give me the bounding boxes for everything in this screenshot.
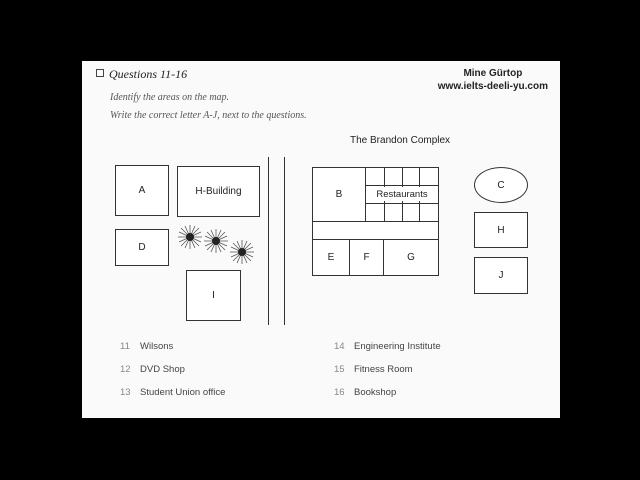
trees-icon xyxy=(176,224,262,268)
question-15 xyxy=(334,364,413,375)
complex-title: The Brandon Complex xyxy=(350,135,451,146)
question-12 xyxy=(120,364,185,375)
question-text: Fitness Room xyxy=(354,364,413,375)
question-text: Bookshop xyxy=(354,387,397,398)
map-box-b: B xyxy=(312,167,366,222)
grid-line xyxy=(365,185,439,186)
map-box-g: G xyxy=(383,239,439,276)
questions-heading xyxy=(96,67,187,82)
map-box-h-building: H-Building xyxy=(177,166,260,217)
road-line-left xyxy=(268,157,269,325)
author-credit xyxy=(438,67,548,93)
question-14 xyxy=(334,341,441,352)
question-text: DVD Shop xyxy=(140,364,185,375)
road-line-right xyxy=(284,157,285,325)
question-number: 16 xyxy=(334,387,345,398)
question-number: 11 xyxy=(120,341,130,352)
map-box-a: A xyxy=(115,165,169,216)
question-text: Student Union office xyxy=(140,387,226,398)
map-box-i: I xyxy=(186,270,241,321)
map-box-c: C xyxy=(474,167,528,203)
question-13 xyxy=(120,387,225,398)
restaurants-label: Restaurants xyxy=(366,187,438,201)
question-number: 12 xyxy=(120,364,131,375)
map-box-h: H xyxy=(474,212,528,248)
question-text: Wilsons xyxy=(140,341,174,352)
worksheet-page xyxy=(82,61,560,418)
question-number: 13 xyxy=(120,387,131,398)
map-box-e: E xyxy=(312,239,350,276)
instruction-line-1: Identify the areas on the map. xyxy=(110,92,230,103)
map-box-j: J xyxy=(474,257,528,294)
author-site: www.ielts-deeli-yu.com xyxy=(437,81,548,92)
map-box-f: F xyxy=(349,239,384,276)
question-number: 14 xyxy=(334,341,345,352)
author-name: Mine Gürtop xyxy=(463,68,523,79)
question-16 xyxy=(334,387,396,398)
question-text: Engineering Institute xyxy=(354,341,441,352)
brandon-complex xyxy=(312,167,439,276)
question-11 xyxy=(120,341,173,352)
grid-line xyxy=(365,203,439,204)
corridor-top xyxy=(313,221,438,222)
instruction-line-2: Write the correct letter A-J, next to the questions. xyxy=(110,110,307,121)
question-number: 15 xyxy=(334,364,345,375)
checkbox-icon xyxy=(96,69,104,77)
map-box-d: D xyxy=(115,229,169,266)
questions-title: Questions 11-16 xyxy=(109,67,188,81)
